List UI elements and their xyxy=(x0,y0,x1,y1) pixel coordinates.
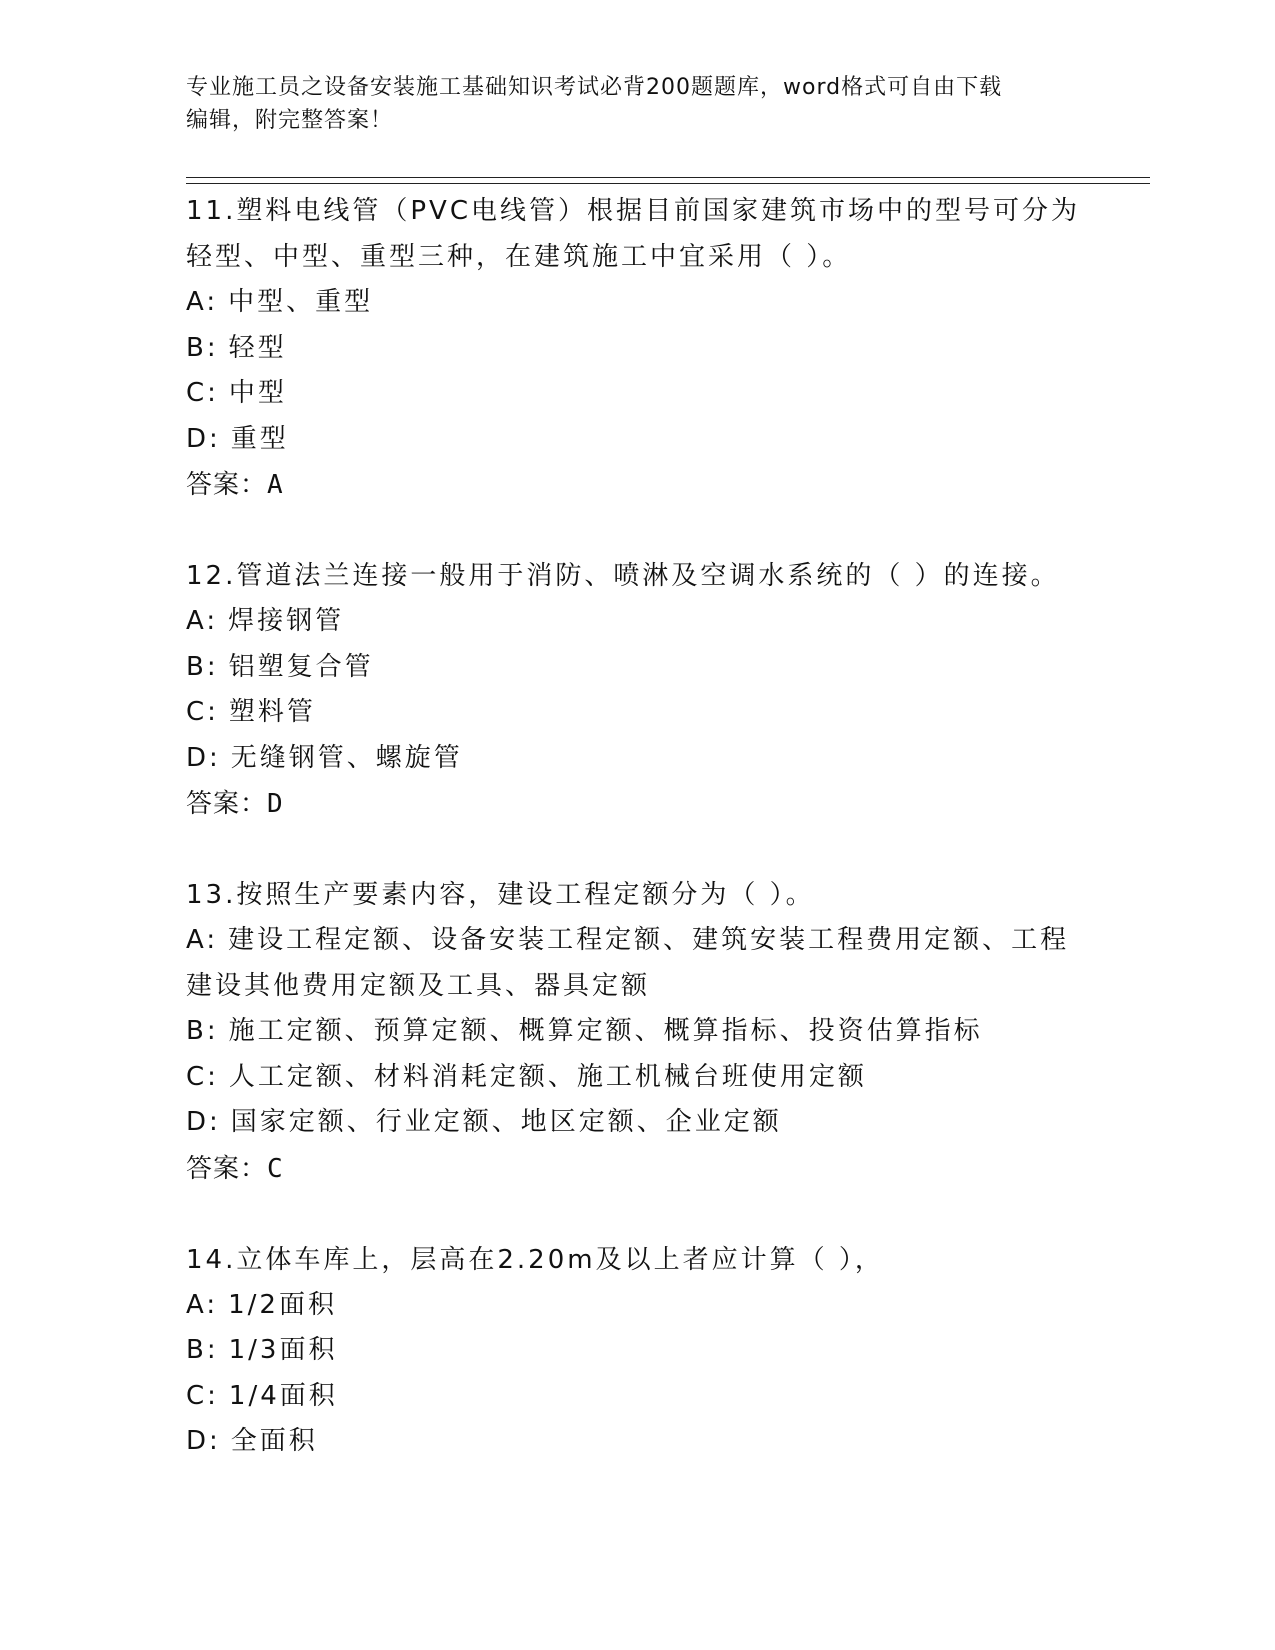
question-text: 13.按照生产要素内容，建设工程定额分为（ ）。 xyxy=(186,880,815,910)
question-list xyxy=(186,188,1086,1465)
option-a: A: 建设工程定额、设备安装工程定额、建筑安装工程费用定额、工程 xyxy=(186,925,1070,955)
question-12 xyxy=(186,553,1086,827)
header-divider-bottom xyxy=(186,183,1150,184)
option-a: A: 1/2面积 xyxy=(186,1289,337,1320)
question-text-continued: 轻型、中型、重型三种，在建筑施工中宜采用（ ）。 xyxy=(186,242,852,272)
option-d: D: 无缝钢管、螺旋管 xyxy=(186,742,463,773)
header-divider-top xyxy=(186,177,1150,178)
option-c: C: 塑料管 xyxy=(186,697,316,727)
header-line-2: 编辑，附完整答案！ xyxy=(186,108,394,133)
answer: 答案：D xyxy=(186,789,284,819)
option-b: B: 轻型 xyxy=(186,332,287,363)
option-d: D: 全面积 xyxy=(186,1426,318,1456)
question-14 xyxy=(186,1237,1086,1465)
option-a: A: 焊接钢管 xyxy=(186,606,345,636)
question-13 xyxy=(186,872,1086,1192)
option-c: C: 1/4面积 xyxy=(186,1380,338,1411)
answer: 答案：A xyxy=(186,470,284,500)
document-header xyxy=(186,71,1086,137)
question-text: 11.塑料电线管（PVC电线管）根据目前国家建筑市场中的型号可分为 xyxy=(186,196,1080,226)
option-a-continued: 建设其他费用定额及工具、器具定额 xyxy=(186,970,651,1001)
header-line-1: 专业施工员之设备安装施工基础知识考试必背200题题库，word格式可自由下载 xyxy=(186,75,1003,100)
option-b: B: 施工定额、预算定额、概算定额、概算指标、投资估算指标 xyxy=(186,1016,983,1046)
option-b: B: 1/3面积 xyxy=(186,1335,338,1365)
option-b: B: 铝塑复合管 xyxy=(186,651,374,682)
option-c: C: 人工定额、材料消耗定额、施工机械台班使用定额 xyxy=(186,1061,867,1092)
option-d: D: 国家定额、行业定额、地区定额、企业定额 xyxy=(186,1107,782,1137)
answer: 答案：C xyxy=(186,1153,284,1184)
question-text: 14.立体车库上，层高在2.20m及以上者应计算（ ）， xyxy=(186,1244,884,1275)
question-text: 12.管道法兰连接一般用于消防、喷淋及空调水系统的（ ）的连接。 xyxy=(186,561,1060,591)
option-c: C: 中型 xyxy=(186,378,287,408)
option-a: A: 中型、重型 xyxy=(186,287,374,317)
question-11 xyxy=(186,188,1086,508)
option-d: D: 重型 xyxy=(186,423,289,454)
